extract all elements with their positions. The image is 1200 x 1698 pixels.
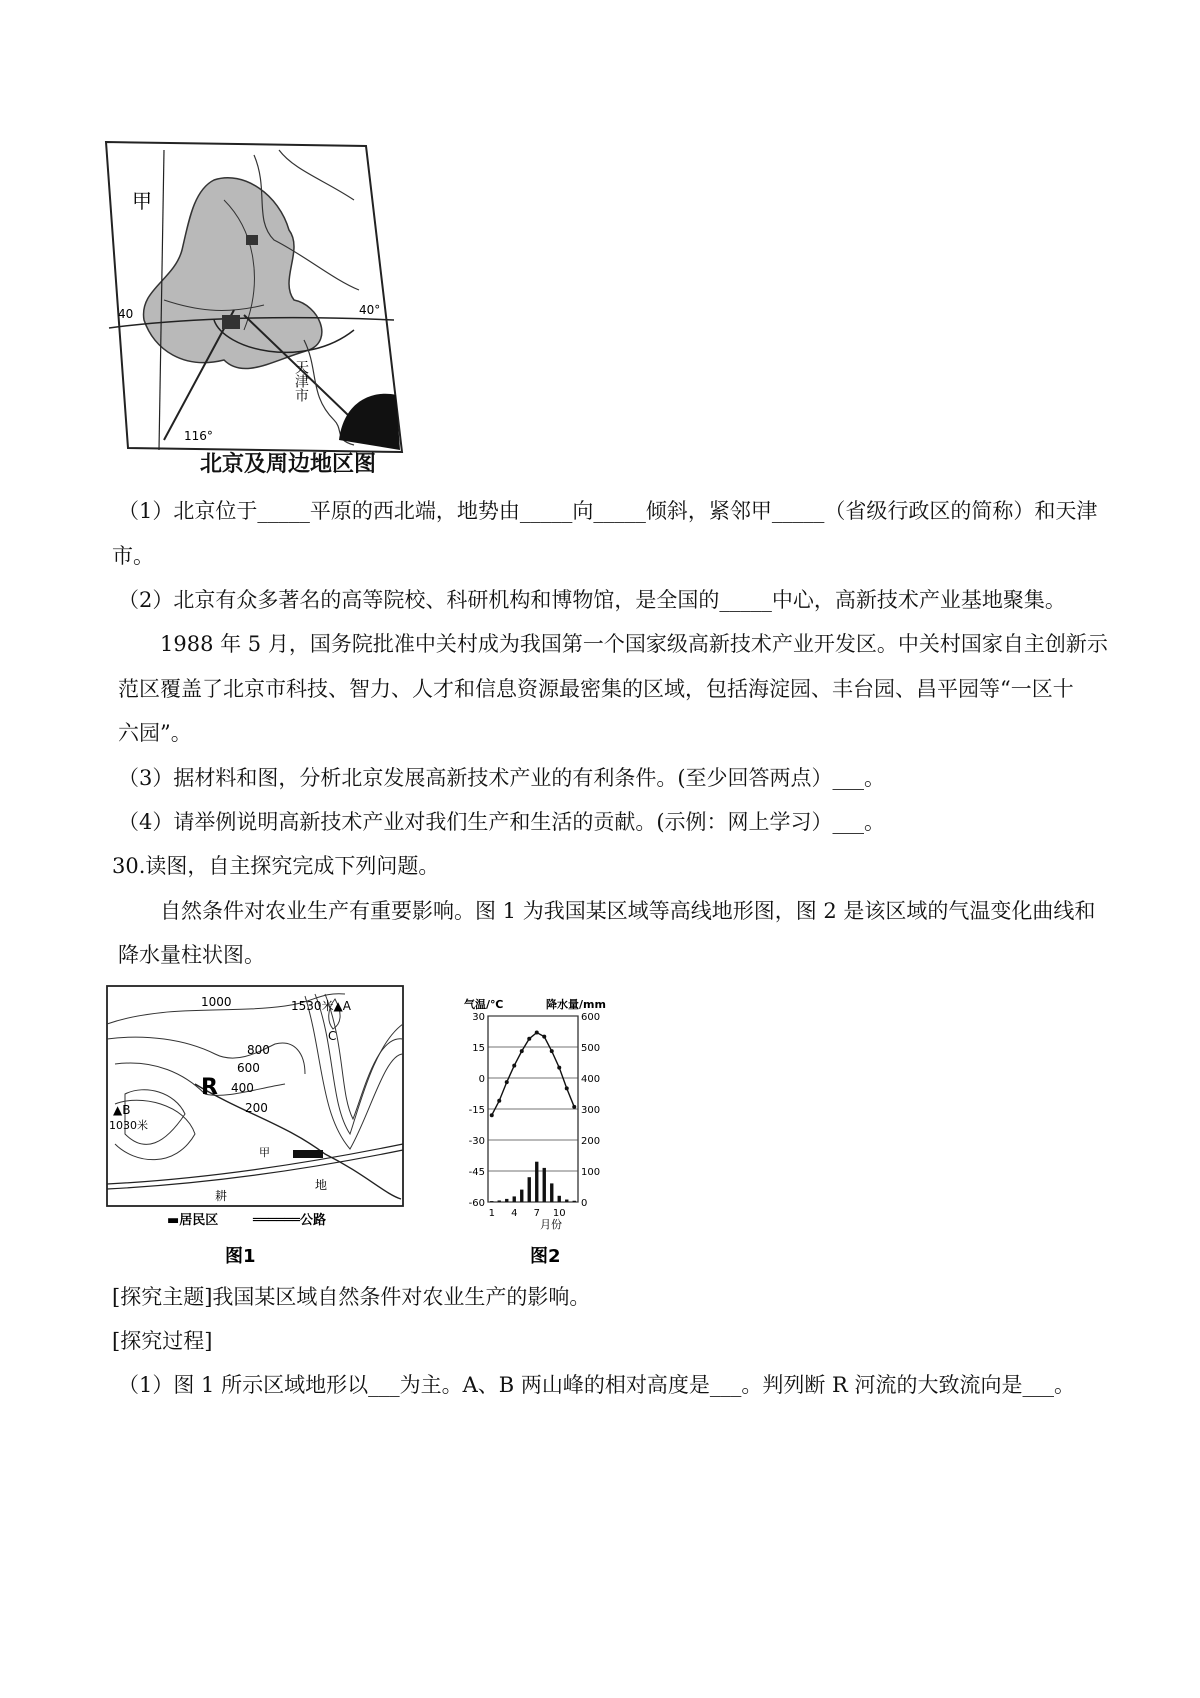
temperature-point (557, 1066, 561, 1070)
question-4: （4）请举例说明高新技术产业对我们生产和生活的贡献。(示例：网上学习）___。 (118, 810, 886, 834)
right-tick-label: 600 (581, 1012, 601, 1023)
question-1-line-1: （1）北京位于_____平原的西北端，地势由_____向_____倾斜，紧邻甲_____（省级行政区的简称）和天津 (118, 499, 1098, 523)
left-tick-label: -45 (468, 1167, 485, 1178)
precipitation-bar (498, 1200, 501, 1202)
peak-a-label: 1530米▲A (291, 999, 351, 1013)
precipitation-bar (573, 1201, 576, 1202)
temperature-point (490, 1113, 494, 1117)
contour-600: 600 (237, 1061, 260, 1075)
temperature-point (497, 1099, 501, 1103)
figure-2-caption: 图2 (530, 1246, 561, 1267)
left-tick-label: 15 (472, 1043, 485, 1054)
y-left-label: 气温/℃ (464, 998, 504, 1011)
question-3: （3）据材料和图，分析北京发展高新技术产业的有利条件。(至少回答两点）___。 (118, 766, 886, 790)
river-label-r: R (201, 1075, 218, 1100)
precipitation-bar (513, 1196, 516, 1202)
contour-400: 400 (231, 1081, 254, 1095)
temperature-point (527, 1037, 531, 1041)
left-tick-label: -60 (468, 1198, 485, 1209)
map-label-tianjin: 天津市 (293, 360, 309, 402)
temperature-point (550, 1049, 554, 1053)
material-line-3: 六园”。 (118, 721, 192, 745)
contour-800: 800 (247, 1043, 270, 1057)
temperature-point (565, 1086, 569, 1090)
x-tick-label: 4 (511, 1208, 518, 1219)
precipitation-bar (528, 1177, 531, 1202)
right-tick-label: 100 (581, 1167, 601, 1178)
climate-chart-figure-2 (452, 994, 622, 1269)
left-tick-label: -15 (468, 1105, 485, 1116)
x-tick-label: 7 (533, 1208, 540, 1219)
map-title: 北京及周边地区图 (200, 452, 377, 477)
temperature-point (535, 1031, 539, 1035)
precipitation-bar (535, 1162, 538, 1202)
map-label-lon: 116° (184, 429, 213, 443)
material-line-1: 1988 年 5 月，国务院批准中关村成为我国第一个国家级高新技术产业开发区。中关村国家自主创新示 (160, 632, 1108, 656)
map-label-lat-left: 40 (118, 307, 134, 321)
question-2: （2）北京有众多著名的高等院校、科研机构和博物馆，是全国的_____中心，高新技术产业基地聚集。 (118, 588, 1066, 612)
right-tick-label: 400 (581, 1074, 601, 1085)
contour-200: 200 (245, 1101, 268, 1115)
q30-intro-line-2: 降水量柱状图。 (118, 943, 265, 967)
question-30-heading: 30.读图，自主探究完成下列问题。 (112, 854, 440, 878)
label-jia: 甲 (259, 1146, 270, 1159)
inquiry-question-1: （1）图 1 所示区域地形以___为主。A、B 两山峰的相对高度是___。判列断 R 河流的大致流向是___。 (118, 1373, 1076, 1397)
peak-b-label: ▲B (113, 1103, 131, 1117)
y-right-label: 降水量/mm (546, 998, 606, 1011)
precipitation-bar (520, 1190, 523, 1202)
temperature-point (542, 1035, 546, 1039)
left-tick-label: 0 (478, 1074, 485, 1085)
right-tick-label: 0 (581, 1198, 588, 1209)
x-axis-label: 月份 (540, 1218, 562, 1231)
left-tick-label: -30 (468, 1136, 485, 1147)
legend-road: ══════公路 (253, 1213, 326, 1228)
right-tick-label: 200 (581, 1136, 601, 1147)
map-label-lat: 40° (359, 303, 381, 317)
temperature-point (505, 1080, 509, 1084)
material-line-2: 范区覆盖了北京市科技、智力、人才和信息资源最密集的区域，包括海淀园、丰台园、昌平园等“一区十 (118, 677, 1074, 701)
label-c: C (328, 1029, 337, 1043)
x-tick-label: 10 (552, 1208, 566, 1219)
precipitation-bar (550, 1183, 553, 1202)
temperature-line (492, 1033, 575, 1116)
inquiry-theme: [探究主题]我国某区域自然条件对农业生产的影响。 (112, 1285, 591, 1309)
precipitation-bar (505, 1199, 508, 1202)
right-tick-label: 300 (581, 1105, 601, 1116)
precipitation-bar (543, 1168, 546, 1202)
left-tick-label: 30 (472, 1012, 485, 1023)
temperature-point (512, 1064, 516, 1068)
contour-map-figure-1 (105, 984, 411, 1269)
peak-b-height: 1030米 (109, 1119, 148, 1132)
beijing-map (104, 140, 408, 485)
question-1-line-2: 市。 (112, 544, 154, 568)
label-di: 地 (315, 1178, 328, 1192)
temperature-point (572, 1105, 576, 1109)
temperature-point (520, 1049, 524, 1053)
precipitation-bar (565, 1200, 568, 1202)
x-tick-label: 1 (488, 1208, 495, 1219)
precipitation-bar (490, 1201, 493, 1202)
q30-intro-line-1: 自然条件对农业生产有重要影响。图 1 为我国某区域等高线地形图，图 2 是该区域的气温变化曲线和 (160, 899, 1096, 923)
map-label-jia: 甲 (132, 189, 152, 213)
label-geng: 耕 (215, 1189, 228, 1203)
right-tick-label: 500 (581, 1043, 601, 1054)
inquiry-process: [探究过程] (112, 1329, 213, 1353)
precipitation-bar (558, 1196, 561, 1202)
legend-residential: ▬居民区 (167, 1213, 219, 1228)
figure-1-caption: 图1 (225, 1246, 256, 1267)
contour-1000: 1000 (201, 995, 232, 1009)
